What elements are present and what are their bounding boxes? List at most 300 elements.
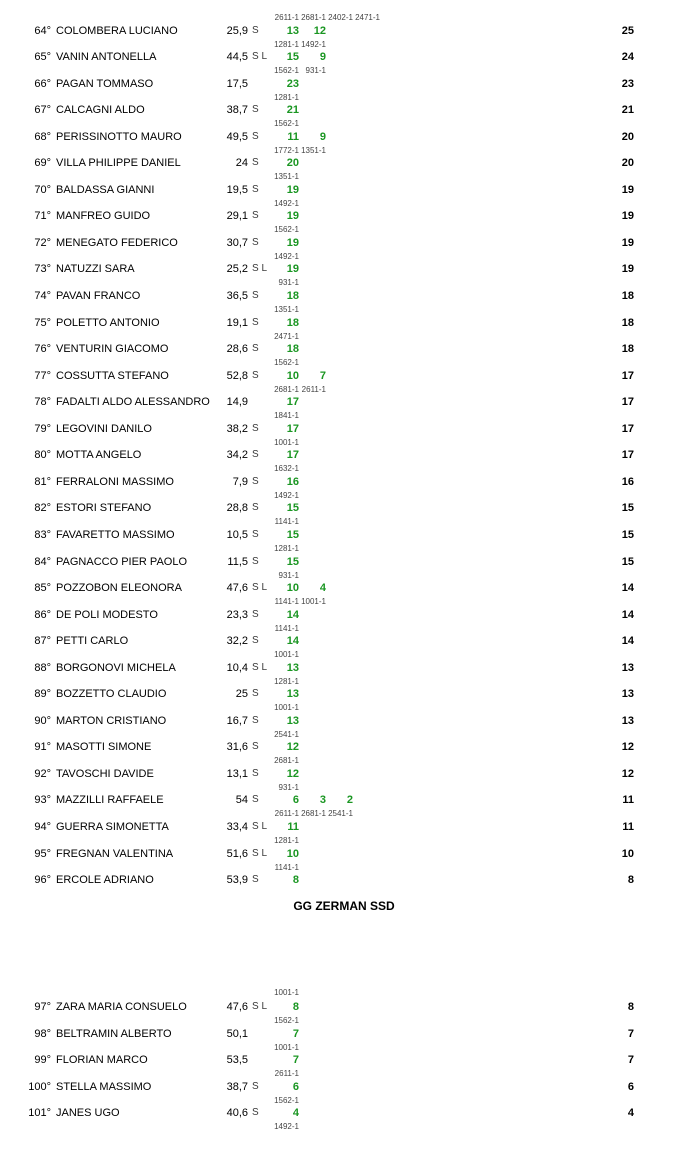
player-row <box>0 184 674 212</box>
average-value: 38,7 <box>226 104 248 116</box>
total-points: 17 <box>621 423 634 435</box>
average-value: 16,7 <box>226 715 248 727</box>
category-flags: S L <box>252 1001 268 1012</box>
rank-position: 91° <box>34 741 51 753</box>
player-row <box>0 263 674 291</box>
player-name: FLORIAN MARCO <box>56 1054 148 1066</box>
tournament-code: 2611-1 <box>274 809 299 818</box>
category-flags: S <box>252 609 259 620</box>
player-name: DE POLI MODESTO <box>56 609 158 621</box>
total-points: 15 <box>621 556 634 568</box>
player-name: PETTI CARLO <box>56 635 129 647</box>
tournament-code: 1492-1 <box>274 1122 299 1131</box>
category-flags: S <box>252 157 259 168</box>
average-value: 50,1 <box>226 1028 248 1040</box>
player-name: JANES UGO <box>56 1107 120 1119</box>
tournament-code: 931-1 <box>278 278 299 287</box>
rank-position: 75° <box>34 317 51 329</box>
player-name: PAGAN TOMMASO <box>56 78 154 90</box>
tournament-code: 1001-1 <box>301 597 326 606</box>
category-flags: S <box>252 715 259 726</box>
player-name: GUERRA SIMONETTA <box>56 821 169 833</box>
rank-position: 99° <box>34 1054 51 1066</box>
score-value: 23 <box>286 78 299 90</box>
section-header: GG ZERMAN SSD <box>293 899 395 913</box>
score-value: 12 <box>286 768 299 780</box>
rank-position: 65° <box>34 51 51 63</box>
tournament-code: 1492-1 <box>301 40 326 49</box>
total-points: 14 <box>621 582 634 594</box>
tournament-code: 2611-1 <box>274 1069 299 1078</box>
total-points: 10 <box>621 848 634 860</box>
category-flags: S <box>252 502 259 513</box>
player-name: FAVARETTO MASSIMO <box>56 529 175 541</box>
score-value: 18 <box>286 317 299 329</box>
total-points: 17 <box>621 449 634 461</box>
player-row <box>0 78 674 106</box>
rank-position: 66° <box>34 78 51 90</box>
player-row <box>0 1107 674 1135</box>
rank-position: 69° <box>34 157 51 169</box>
player-name: FERRALONI MASSIMO <box>56 476 174 488</box>
score-value: 13 <box>286 715 299 727</box>
total-points: 19 <box>621 263 634 275</box>
total-points: 7 <box>627 1054 634 1066</box>
tournament-code: 1562-1 <box>274 1016 299 1025</box>
player-name: STELLA MASSIMO <box>56 1081 152 1093</box>
player-row <box>0 609 674 637</box>
player-name: FREGNAN VALENTINA <box>56 848 174 860</box>
score-value: 4 <box>319 582 326 594</box>
rank-position: 71° <box>34 210 51 222</box>
average-value: 53,5 <box>226 1054 248 1066</box>
tournament-code: 1492-1 <box>274 252 299 261</box>
player-row <box>0 582 674 610</box>
total-points: 23 <box>621 78 634 90</box>
player-name: BALDASSA GIANNI <box>56 184 155 196</box>
score-value: 7 <box>319 370 326 382</box>
average-value: 29,1 <box>226 210 248 222</box>
tournament-code: 1001-1 <box>274 988 299 997</box>
score-value: 3 <box>319 794 326 806</box>
score-value: 12 <box>313 25 326 37</box>
tournament-code: 2611-1 <box>301 385 326 394</box>
total-points: 19 <box>621 237 634 249</box>
player-row <box>0 821 674 849</box>
player-row <box>0 290 674 318</box>
score-value: 9 <box>319 51 326 63</box>
score-value: 19 <box>286 237 299 249</box>
player-name: COLOMBERA LUCIANO <box>56 25 178 37</box>
tournament-code: 931-1 <box>278 783 299 792</box>
score-value: 13 <box>286 662 299 674</box>
score-value: 17 <box>286 396 299 408</box>
player-row <box>0 210 674 238</box>
total-points: 20 <box>621 157 634 169</box>
total-points: 15 <box>621 502 634 514</box>
rank-position: 89° <box>34 688 51 700</box>
codes-line <box>0 988 674 1000</box>
player-name: MARTON CRISTIANO <box>56 715 167 727</box>
player-row <box>0 343 674 371</box>
player-name: POLETTO ANTONIO <box>56 317 160 329</box>
average-value: 25 <box>235 688 248 700</box>
average-value: 47,6 <box>226 1001 248 1013</box>
average-value: 52,8 <box>226 370 248 382</box>
player-row <box>0 370 674 398</box>
player-row <box>0 51 674 79</box>
category-flags: S <box>252 1107 259 1118</box>
category-flags: S <box>252 688 259 699</box>
tournament-code: 2402-1 <box>328 13 353 22</box>
player-name: VILLA PHILIPPE DANIEL <box>56 157 181 169</box>
rank-position: 86° <box>34 609 51 621</box>
average-value: 17,5 <box>226 78 248 90</box>
total-points: 15 <box>621 529 634 541</box>
player-name: MENEGATO FEDERICO <box>56 237 178 249</box>
player-name: VANIN ANTONELLA <box>56 51 157 63</box>
player-row <box>0 237 674 265</box>
tournament-code: 1141-1 <box>274 863 299 872</box>
score-value: 19 <box>286 210 299 222</box>
category-flags: S <box>252 184 259 195</box>
category-flags: S <box>252 290 259 301</box>
total-points: 17 <box>621 370 634 382</box>
tournament-code: 1281-1 <box>274 93 299 102</box>
category-flags: S <box>252 794 259 805</box>
score-value: 19 <box>286 184 299 196</box>
rank-position: 100° <box>28 1081 51 1093</box>
score-value: 13 <box>286 688 299 700</box>
category-flags: S L <box>252 582 268 593</box>
category-flags: S L <box>252 263 268 274</box>
average-value: 31,6 <box>226 741 248 753</box>
category-flags: S <box>252 529 259 540</box>
average-value: 19,5 <box>226 184 248 196</box>
player-name: LEGOVINI DANILO <box>56 423 152 435</box>
average-value: 40,6 <box>226 1107 248 1119</box>
average-value: 30,7 <box>226 237 248 249</box>
category-flags: S L <box>252 662 268 673</box>
player-name: ESTORI STEFANO <box>56 502 152 514</box>
total-points: 24 <box>621 51 634 63</box>
tournament-code: 1841-1 <box>274 411 299 420</box>
player-name: BOZZETTO CLAUDIO <box>56 688 167 700</box>
player-row <box>0 556 674 584</box>
player-row <box>0 768 674 796</box>
score-value: 8 <box>292 1001 299 1013</box>
category-flags: S <box>252 449 259 460</box>
average-value: 33,4 <box>226 821 248 833</box>
average-value: 32,2 <box>226 635 248 647</box>
rank-position: 80° <box>34 449 51 461</box>
category-flags: S <box>252 343 259 354</box>
rank-position: 96° <box>34 874 51 886</box>
total-points: 13 <box>621 688 634 700</box>
rank-position: 84° <box>34 556 51 568</box>
score-value: 14 <box>286 609 299 621</box>
total-points: 19 <box>621 184 634 196</box>
player-name: MAZZILLI RAFFAELE <box>56 794 164 806</box>
score-value: 15 <box>286 502 299 514</box>
average-value: 36,5 <box>226 290 248 302</box>
average-value: 10,5 <box>226 529 248 541</box>
category-flags: S L <box>252 51 268 62</box>
player-name: CALCAGNI ALDO <box>56 104 145 116</box>
rank-position: 68° <box>34 131 51 143</box>
player-row <box>0 635 674 663</box>
player-name: NATUZZI SARA <box>56 263 135 275</box>
tournament-code: 1281-1 <box>274 677 299 686</box>
average-value: 38,2 <box>226 423 248 435</box>
tournament-code: 1001-1 <box>274 703 299 712</box>
rank-position: 101° <box>28 1107 51 1119</box>
category-flags: S <box>252 104 259 115</box>
average-value: 13,1 <box>226 768 248 780</box>
tournament-code: 1632-1 <box>274 464 299 473</box>
average-value: 25,2 <box>226 263 248 275</box>
category-flags: S <box>252 556 259 567</box>
player-row <box>0 529 674 557</box>
tournament-code: 2541-1 <box>274 730 299 739</box>
total-points: 11 <box>622 794 634 806</box>
rank-position: 73° <box>34 263 51 275</box>
tournament-code: 931-1 <box>305 66 326 75</box>
tournament-code: 1001-1 <box>274 1043 299 1052</box>
rank-position: 81° <box>34 476 51 488</box>
score-value: 8 <box>292 874 299 886</box>
tournament-code: 2681-1 <box>274 756 299 765</box>
average-value: 53,9 <box>226 874 248 886</box>
tournament-code: 1281-1 <box>274 544 299 553</box>
player-name: PAVAN FRANCO <box>56 290 141 302</box>
player-row <box>0 423 674 451</box>
category-flags: S <box>252 131 259 142</box>
tournament-code: 1772-1 <box>274 146 299 155</box>
total-points: 13 <box>621 715 634 727</box>
category-flags: S <box>252 317 259 328</box>
average-value: 7,9 <box>232 476 248 488</box>
category-flags: S <box>252 423 259 434</box>
average-value: 24 <box>235 157 248 169</box>
average-value: 23,3 <box>226 609 248 621</box>
player-row <box>0 1054 674 1082</box>
rank-position: 93° <box>34 794 51 806</box>
player-name: PAGNACCO PIER PAOLO <box>56 556 188 568</box>
total-points: 25 <box>621 25 634 37</box>
player-row <box>0 317 674 345</box>
rank-position: 77° <box>34 370 51 382</box>
category-flags: S <box>252 1081 259 1092</box>
total-points: 11 <box>622 821 634 833</box>
player-row <box>0 1001 674 1029</box>
tournament-code: 2681-1 <box>301 13 326 22</box>
rank-position: 82° <box>34 502 51 514</box>
total-points: 18 <box>621 317 634 329</box>
player-row <box>0 25 674 53</box>
tournament-code: 1141-1 <box>274 624 299 633</box>
rank-position: 98° <box>34 1028 51 1040</box>
score-value: 18 <box>286 290 299 302</box>
player-row <box>0 794 674 822</box>
average-value: 38,7 <box>226 1081 248 1093</box>
player-name: ZARA MARIA CONSUELO <box>56 1001 187 1013</box>
category-flags: S <box>252 768 259 779</box>
tournament-code: 1141-1 <box>274 597 299 606</box>
score-value: 16 <box>286 476 299 488</box>
tournament-code: 931-1 <box>278 571 299 580</box>
category-flags: S <box>252 635 259 646</box>
total-points: 12 <box>621 768 634 780</box>
player-row <box>0 1028 674 1056</box>
score-value: 10 <box>286 582 299 594</box>
tournament-code: 1562-1 <box>274 119 299 128</box>
player-name: POZZOBON ELEONORA <box>56 582 182 594</box>
tournament-code: 1492-1 <box>274 491 299 500</box>
category-flags: S <box>252 741 259 752</box>
score-value: 15 <box>286 556 299 568</box>
tournament-code: 2471-1 <box>274 332 299 341</box>
total-points: 8 <box>627 874 634 886</box>
total-points: 6 <box>627 1081 634 1093</box>
tournament-code: 1001-1 <box>274 650 299 659</box>
score-value: 17 <box>286 449 299 461</box>
score-value: 18 <box>286 343 299 355</box>
rank-position: 64° <box>34 25 51 37</box>
score-value: 6 <box>292 1081 299 1093</box>
rank-position: 67° <box>34 104 51 116</box>
average-value: 14,9 <box>226 396 248 408</box>
average-value: 34,2 <box>226 449 248 461</box>
rank-position: 87° <box>34 635 51 647</box>
tournament-code: 1281-1 <box>274 40 299 49</box>
average-value: 28,6 <box>226 343 248 355</box>
average-value: 51,6 <box>226 848 248 860</box>
average-value: 10,4 <box>226 662 248 674</box>
tournament-code: 1351-1 <box>274 172 299 181</box>
score-value: 11 <box>287 131 299 143</box>
tournament-code: 1562-1 <box>274 1096 299 1105</box>
score-value: 9 <box>319 131 326 143</box>
rank-position: 70° <box>34 184 51 196</box>
average-value: 47,6 <box>226 582 248 594</box>
tournament-code: 1141-1 <box>274 517 299 526</box>
score-value: 10 <box>286 848 299 860</box>
rank-position: 88° <box>34 662 51 674</box>
score-value: 7 <box>292 1028 299 1040</box>
player-name: MASOTTI SIMONE <box>56 741 152 753</box>
average-value: 54 <box>235 794 248 806</box>
score-value: 2 <box>346 794 353 806</box>
tournament-code: 1562-1 <box>274 358 299 367</box>
rank-position: 72° <box>34 237 51 249</box>
player-name: TAVOSCHI DAVIDE <box>56 768 154 780</box>
total-points: 18 <box>621 343 634 355</box>
player-row <box>0 662 674 690</box>
average-value: 28,8 <box>226 502 248 514</box>
player-row <box>0 104 674 132</box>
rank-position: 79° <box>34 423 51 435</box>
score-value: 7 <box>292 1054 299 1066</box>
player-name: BELTRAMIN ALBERTO <box>56 1028 172 1040</box>
tournament-code: 2611-1 <box>274 13 299 22</box>
score-value: 13 <box>286 25 299 37</box>
score-value: 6 <box>292 794 299 806</box>
tournament-code: 1281-1 <box>274 836 299 845</box>
player-name: COSSUTTA STEFANO <box>56 370 169 382</box>
player-row <box>0 157 674 185</box>
total-points: 16 <box>621 476 634 488</box>
player-name: MANFREO GUIDO <box>56 210 151 222</box>
average-value: 25,9 <box>226 25 248 37</box>
player-name: MOTTA ANGELO <box>56 449 142 461</box>
score-value: 4 <box>292 1107 299 1119</box>
total-points: 18 <box>621 290 634 302</box>
player-row <box>0 502 674 530</box>
category-flags: S L <box>252 848 268 859</box>
rank-position: 76° <box>34 343 51 355</box>
category-flags: S <box>252 370 259 381</box>
total-points: 8 <box>627 1001 634 1013</box>
tournament-code: 2471-1 <box>355 13 380 22</box>
total-points: 7 <box>627 1028 634 1040</box>
category-flags: S <box>252 874 259 885</box>
total-points: 12 <box>621 741 634 753</box>
category-flags: S L <box>252 821 268 832</box>
player-row <box>0 449 674 477</box>
rank-position: 90° <box>34 715 51 727</box>
player-name: FADALTI ALDO ALESSANDRO <box>56 396 210 408</box>
player-row <box>0 688 674 716</box>
tournament-code: 1351-1 <box>301 146 326 155</box>
player-row <box>0 1081 674 1109</box>
average-value: 44,5 <box>226 51 248 63</box>
rank-position: 78° <box>34 396 51 408</box>
total-points: 14 <box>621 609 634 621</box>
average-value: 19,1 <box>226 317 248 329</box>
tournament-code: 2681-1 <box>301 809 326 818</box>
score-value: 19 <box>286 263 299 275</box>
rank-position: 74° <box>34 290 51 302</box>
codes-line <box>0 13 674 25</box>
total-points: 19 <box>621 210 634 222</box>
player-row <box>0 131 674 159</box>
score-value: 14 <box>286 635 299 647</box>
score-value: 15 <box>286 529 299 541</box>
total-points: 21 <box>621 104 634 116</box>
player-row <box>0 476 674 504</box>
player-row <box>0 848 674 876</box>
tournament-code: 1351-1 <box>274 305 299 314</box>
total-points: 14 <box>621 635 634 647</box>
player-row <box>0 715 674 743</box>
category-flags: S <box>252 210 259 221</box>
rank-position: 94° <box>34 821 51 833</box>
score-value: 15 <box>286 51 299 63</box>
player-name: VENTURIN GIACOMO <box>56 343 169 355</box>
rank-position: 85° <box>34 582 51 594</box>
player-row <box>0 874 674 902</box>
total-points: 13 <box>621 662 634 674</box>
score-value: 11 <box>287 821 299 833</box>
total-points: 4 <box>627 1107 634 1119</box>
rank-position: 97° <box>34 1001 51 1013</box>
rank-position: 83° <box>34 529 51 541</box>
player-row <box>0 741 674 769</box>
player-row <box>0 396 674 424</box>
player-name: PERISSINOTTO MAURO <box>56 131 182 143</box>
rank-position: 92° <box>34 768 51 780</box>
